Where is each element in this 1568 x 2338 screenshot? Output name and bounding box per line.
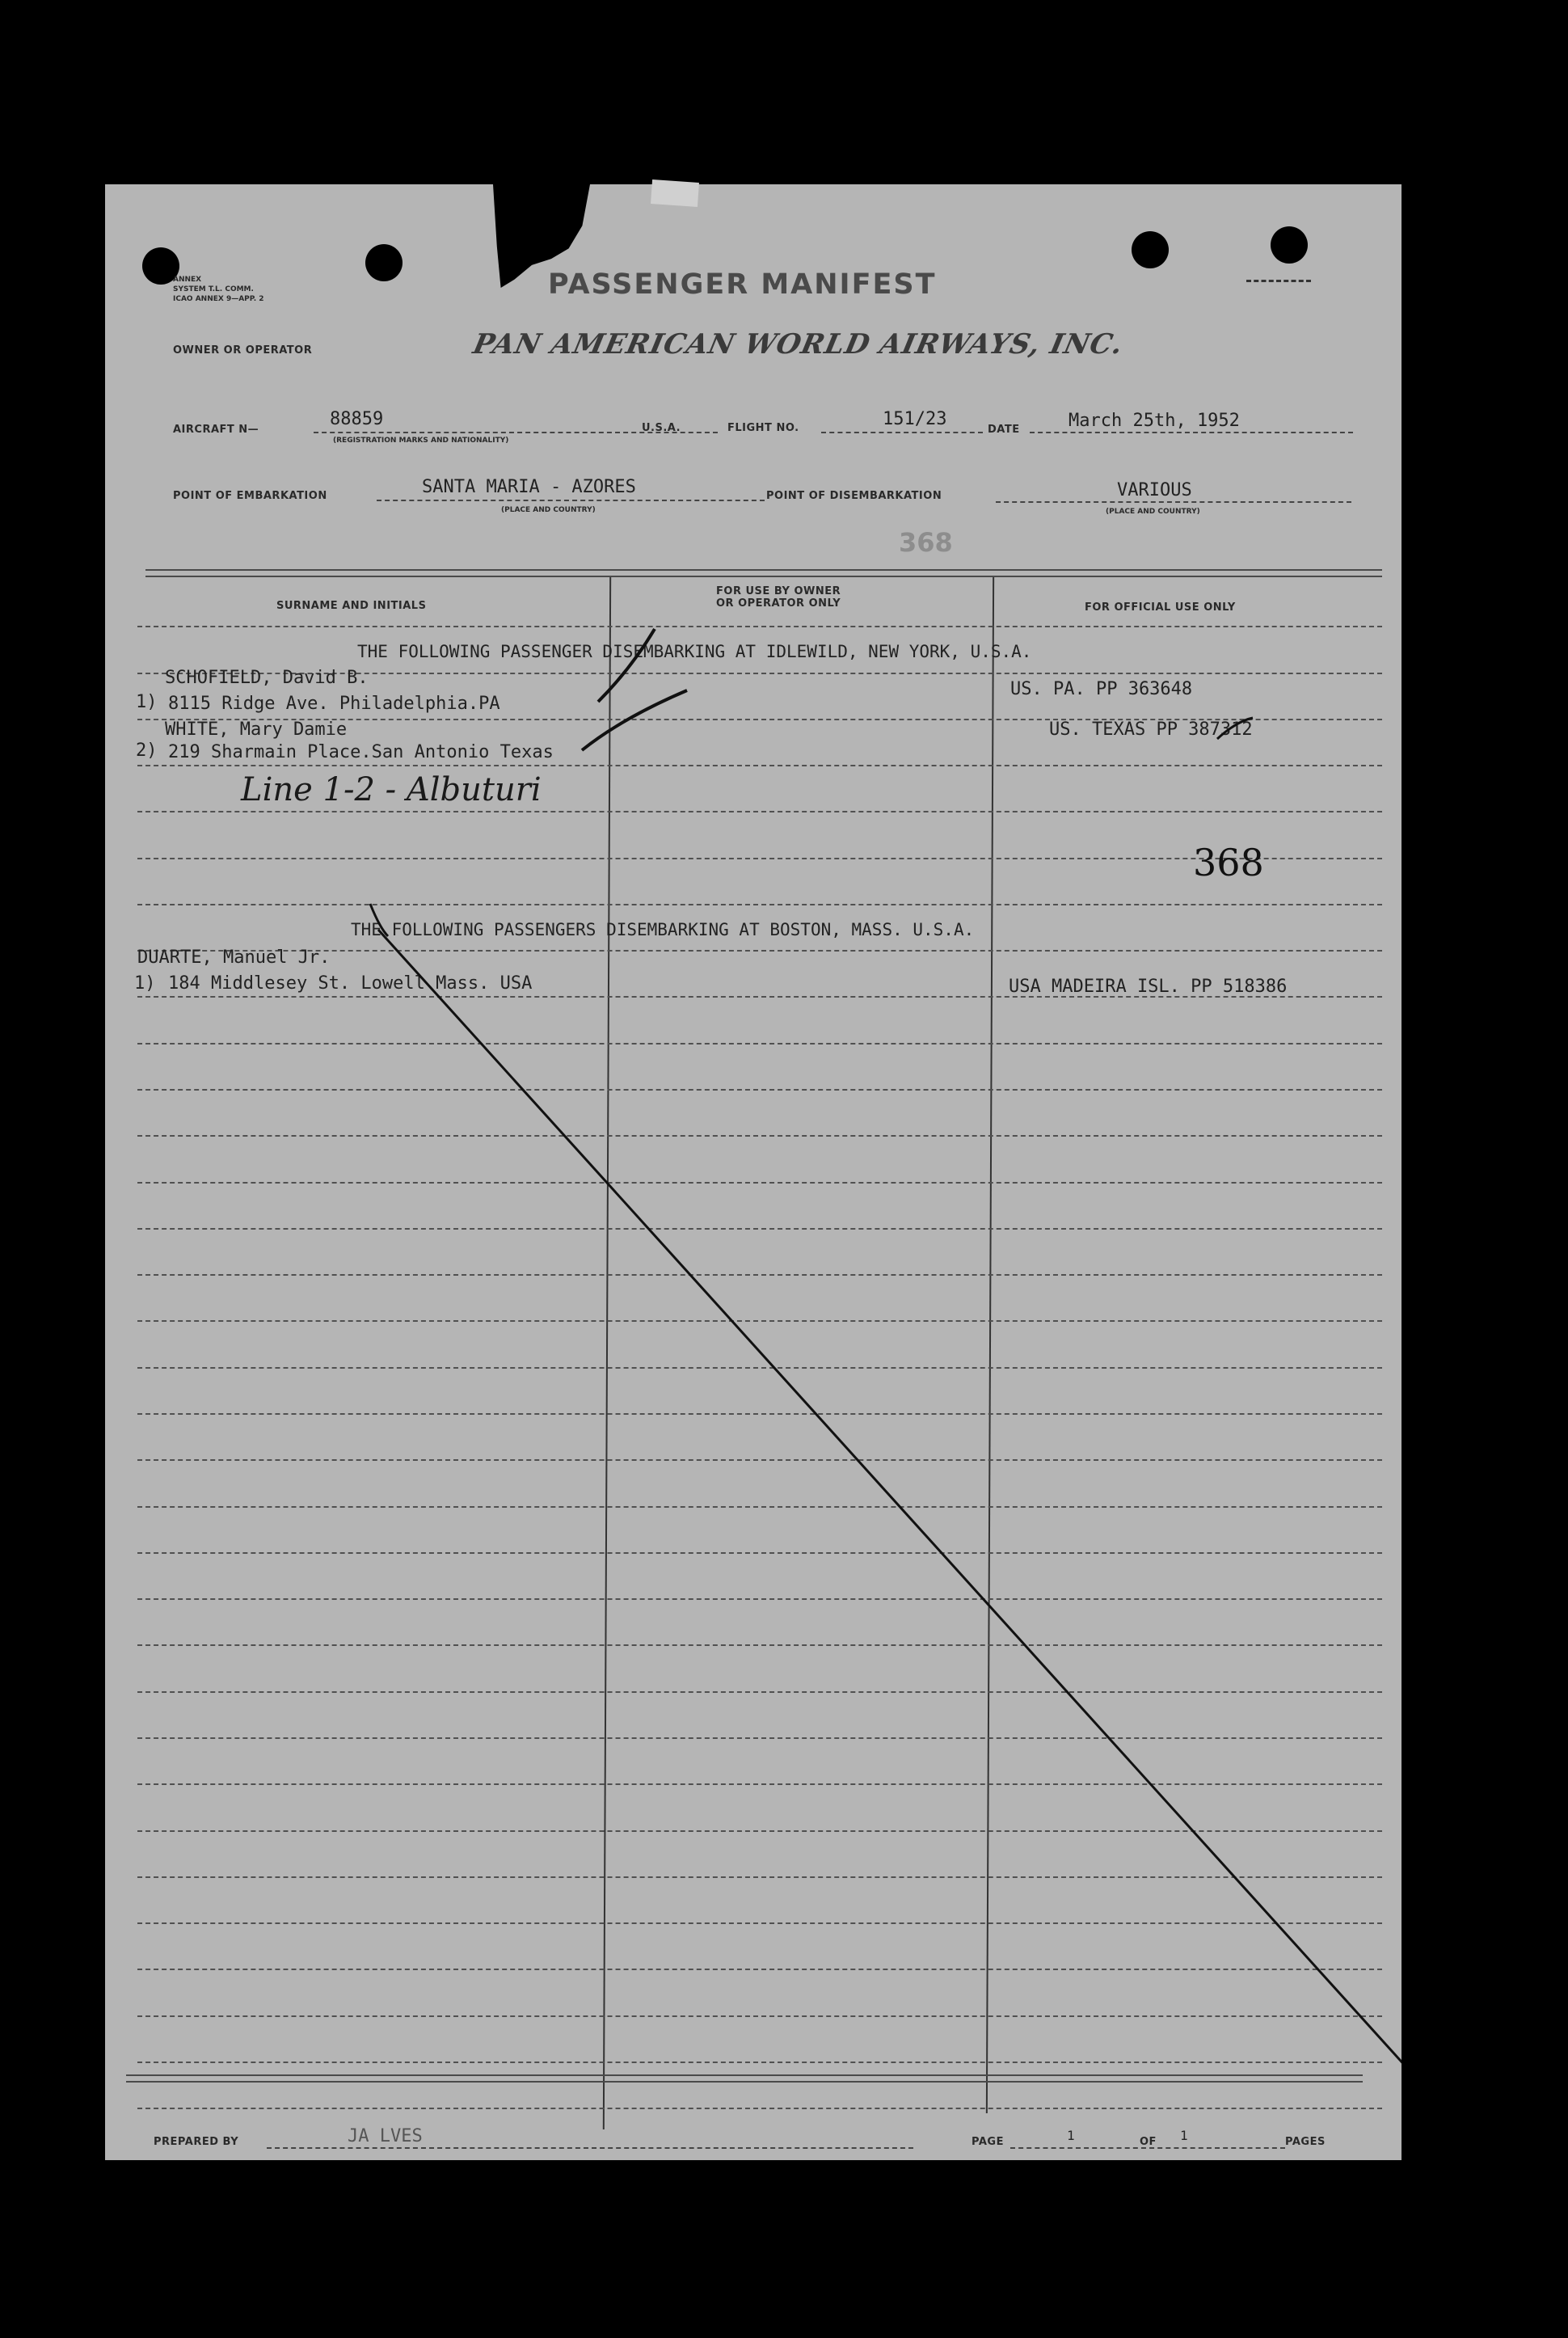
column-official: FOR OFFICIAL USE ONLY [1085,601,1236,614]
passenger-1-name: SCHOFIELD, David B. [165,668,369,688]
flight-label: FLIGHT NO. [727,422,799,434]
passenger-3-address: 184 Middlesey St. Lowell Mass. USA [168,973,533,994]
table-bottom-line-2 [126,2081,1363,2083]
disembark-value: VARIOUS [1117,480,1192,500]
pages-label: PAGES [1285,2136,1326,2148]
check-mark-2 [582,690,687,750]
check-mark-1 [598,629,655,702]
column-surname: SURNAME AND INITIALS [276,600,427,612]
passenger-3-name: DUARTE, Manuel Jr. [137,947,331,968]
embark-value: SANTA MARIA - AZORES [422,477,636,497]
owner-value: PAN AMERICAN WORLD AIRWAYS, INC. [470,328,1127,361]
diagonal-strike-line [378,930,1402,2076]
page-label: PAGE [972,2136,1004,2148]
column-owner-use-line-2: OR OPERATOR ONLY [716,597,841,610]
of-label: OF [1140,2136,1157,2148]
embark-sub: (PLACE AND COUNTRY) [501,506,596,514]
prepared-label: PREPARED BY [154,2136,239,2148]
passenger-2-number: 2) [136,741,158,761]
prepared-value: JA LVES [348,2126,423,2146]
registration-label: (REGISTRATION MARKS AND NATIONALITY) [333,437,509,445]
handwritten-note: Line 1-2 - Albuturi [241,771,542,808]
pen-marks [105,184,1402,2160]
prepared-underline [267,2147,913,2149]
form-code-line-2: SYSTEM T.L. COMM. [173,285,254,293]
disembark-sub: (PLACE AND COUNTRY) [1106,508,1200,516]
embark-label: POINT OF EMBARKATION [173,490,327,502]
large-page-number: 368 [1193,841,1264,884]
page-underline [1010,2147,1285,2149]
table-bottom-line-1 [126,2074,1363,2076]
passenger-1-number: 1) [136,692,158,712]
passenger-3-number: 1) [134,973,156,994]
aircraft-value: 88859 [330,409,384,429]
date-value: March 25th, 1952 [1069,411,1240,431]
form-code-line-1: ANNEX [173,276,202,284]
form-title: PASSENGER MANIFEST [548,268,937,301]
form-code-line-3: ICAO ANNEX 9—APP. 2 [173,295,264,303]
manifest-sheet [105,184,1402,2160]
passenger-2-address: 219 Sharmain Place.San Antonio Texas [168,742,554,762]
column-owner-use-line-1: FOR USE BY OWNER [716,585,841,597]
passenger-3-official: USA MADEIRA ISL. PP 518386 [1009,977,1288,997]
section-heading-new-york: THE FOLLOWING PASSENGER DISEMBARKING AT IDLEWILD, NEW YORK, U.S.A. [357,642,1032,661]
section-heading-boston: THE FOLLOWING PASSENGERS DISEMBARKING AT BOSTON, MASS. U.S.A. [351,920,975,939]
strike-mark [1217,718,1253,739]
stamp-number: 368 [899,527,953,558]
aircraft-label: AIRCRAFT N— [173,424,259,436]
passenger-1-official: US. PA. PP 363648 [1010,679,1193,699]
disembark-label: POINT OF DISEMBARKATION [766,490,942,502]
passenger-1-address: 8115 Ridge Ave. Philadelphia.PA [168,694,500,714]
passenger-2-official: US. TEXAS PP 387312 [1049,720,1253,740]
usa-label: U.S.A. [642,422,681,434]
passenger-2-name: WHITE, Mary Damie [165,720,348,740]
date-label: DATE [988,424,1020,436]
flight-value: 151/23 [883,409,947,429]
page-value: 1 [1067,2128,1075,2143]
owner-label: OWNER OR OPERATOR [173,344,313,357]
of-value: 1 [1180,2128,1188,2143]
